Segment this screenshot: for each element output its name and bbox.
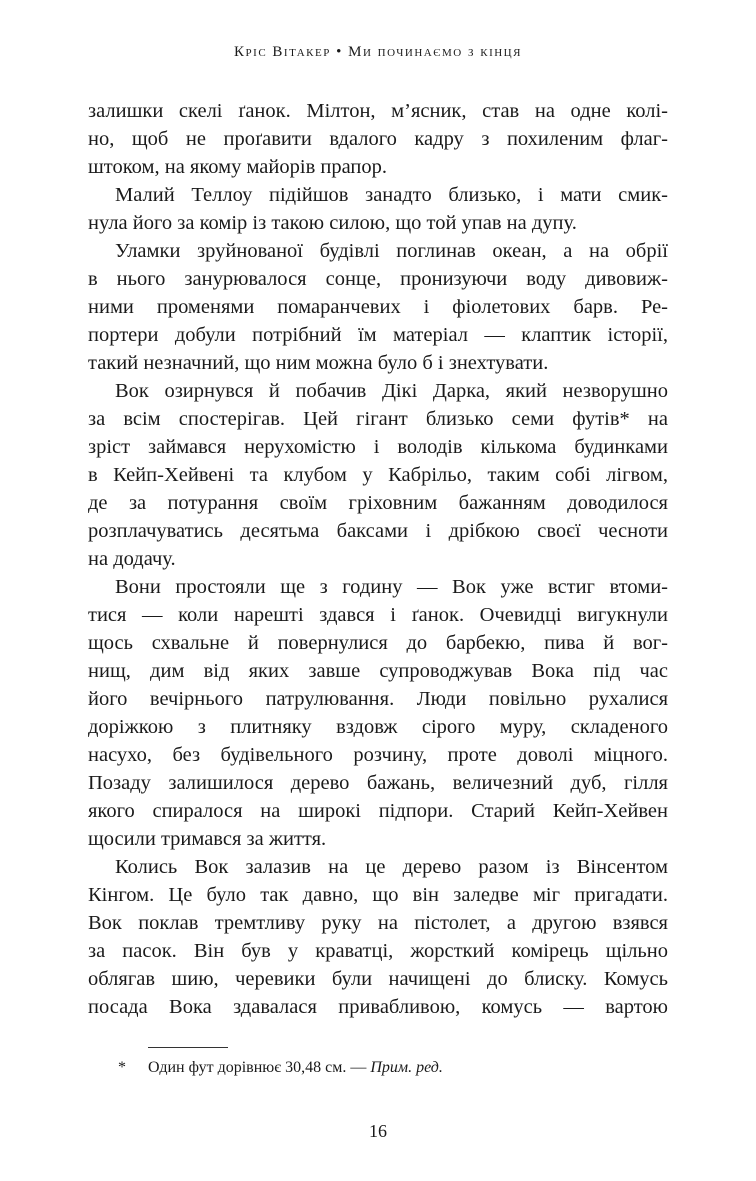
text-line: такий незначний, що ним можна було б і знехтувати. bbox=[88, 352, 549, 374]
footnote-mark: * bbox=[118, 1059, 126, 1076]
paragraph bbox=[88, 377, 668, 573]
text-line: ними променями помаранчевих і фіолетових барв. Ре- bbox=[88, 296, 668, 318]
text-line: зріст займався нерухомістю і володів кількома будинками bbox=[88, 436, 668, 458]
paragraph bbox=[88, 181, 668, 237]
text-line: де за потурання своїм гріховним бажанням доводилося bbox=[88, 492, 668, 514]
text-line: штоком, на якому майорів прапор. bbox=[88, 156, 388, 178]
text-line: за всім спостерігав. Цей гігант близько семи футів* на bbox=[88, 408, 668, 430]
text-line: Малий Теллоу підійшов занадто близько, і мати смик- bbox=[115, 184, 668, 206]
text-line: портери добули потрібний їм матеріал — клаптик історії, bbox=[88, 324, 668, 346]
paragraph bbox=[88, 573, 668, 853]
text-line: якого спиралося на широкі підпори. Старий Кейп-Хейвен bbox=[88, 800, 668, 822]
text-line: доріжкою з плитняку вздовж сірого муру, складеного bbox=[88, 716, 668, 738]
text-line: но, щоб не проґавити вдалого кадру з похиленим флаг- bbox=[88, 128, 668, 150]
footnote-source: Прим. ред. bbox=[370, 1059, 443, 1076]
text-line: за пасок. Він був у краватці, жорсткий комірець щільно bbox=[88, 940, 668, 962]
text-line: насухо, без будівельного розчину, проте доволі міцного. bbox=[88, 744, 668, 766]
text-line: Вок поклав тремтливу руку на пістолет, а другою взявся bbox=[88, 912, 668, 934]
text-line: його вечірнього патрулювання. Люди повільно рухалися bbox=[88, 688, 668, 710]
footnote-text: Один фут дорівнює 30,48 см. — bbox=[148, 1059, 371, 1076]
running-header: Кріс Вітакер • Ми починаємо з кінця bbox=[234, 44, 522, 60]
text-line: щось схвальне й повернулися до барбекю, пива й вог- bbox=[88, 632, 668, 654]
text-line: залишки скелі ґанок. Мілтон, м’ясник, став на одне колі- bbox=[88, 100, 668, 122]
text-line: облягав шию, черевики були начищені до блиску. Комусь bbox=[88, 968, 668, 990]
text-line: в Кейп-Хейвені та клубом у Кабрільо, таким собі лігвом, bbox=[88, 464, 668, 486]
text-line: щосили тримався за життя. bbox=[88, 828, 327, 850]
page-body bbox=[88, 97, 668, 1021]
text-line: тися — коли нарешті здався і ґанок. Очевидці вигукнули bbox=[88, 604, 668, 626]
text-line: Кінгом. Це було так давно, що він заледве міг пригадати. bbox=[88, 884, 668, 906]
paragraph bbox=[88, 237, 668, 377]
text-line: на додачу. bbox=[88, 548, 176, 570]
paragraph bbox=[88, 97, 668, 181]
text-line: Позаду залишилося дерево бажань, величезний дуб, гілля bbox=[88, 772, 668, 794]
page-number: 16 bbox=[369, 1121, 387, 1141]
text-line: в нього занурювалося сонце, пронизуючи воду дивовиж- bbox=[88, 268, 668, 290]
text-line: Уламки зруйнованої будівлі поглинав океан, а на обрії bbox=[115, 240, 668, 262]
text-line: Вони простояли ще з годину — Вок уже встиг втоми- bbox=[115, 576, 668, 598]
text-line: Вок озирнувся й побачив Дікі Дарка, який незворушно bbox=[115, 380, 668, 402]
text-line: розплачуватись десятьма баксами і дрібкою своєї чесноти bbox=[88, 520, 668, 542]
footnote-divider bbox=[148, 1047, 228, 1048]
text-line: Колись Вок залазив на це дерево разом із Вінсентом bbox=[115, 856, 668, 878]
footnote bbox=[118, 1057, 443, 1079]
paragraph bbox=[88, 853, 668, 1021]
text-line: посада Вока здавалася привабливою, комусь — вартою bbox=[88, 996, 668, 1018]
text-line: нищ, дим від яких завше супроводжував Вока під час bbox=[88, 660, 668, 682]
text-line: нула його за комір із такою силою, що той упав на дупу. bbox=[88, 212, 577, 234]
